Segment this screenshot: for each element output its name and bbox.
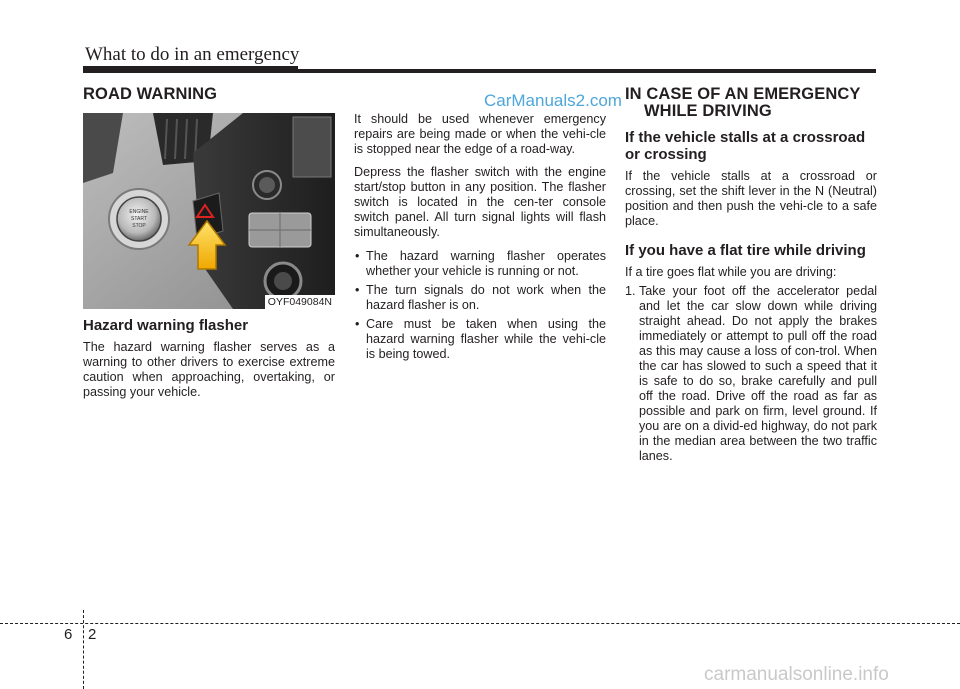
- step-item: [625, 284, 877, 464]
- flat-tire-intro: If a tire goes flat while you are driving:: [625, 265, 837, 279]
- footer-watermark[interactable]: carmanualsonline.info: [704, 664, 889, 685]
- hazard-switch-photo: [83, 113, 335, 309]
- subheading-stalls: If the vehicle stalls at a crossroad or crossing: [625, 129, 866, 163]
- start-button-line-1: ENGINE: [129, 209, 149, 215]
- start-button-line-3: STOP: [132, 223, 146, 229]
- column-road-warning: [83, 86, 335, 400]
- footer-vline: [83, 610, 84, 689]
- site-watermark[interactable]: CarManuals2.com: [484, 91, 622, 110]
- photo-code: OYF049084N: [265, 295, 335, 309]
- header-title: What to do in an emergency: [85, 44, 300, 65]
- page-number: 2: [88, 626, 97, 643]
- section-heading-line-1: IN CASE OF AN EMERGENCY: [625, 85, 861, 103]
- switch-paragraph: Depress the flasher switch with the engine start/stop button in any position. The flasher switch is located in the cen-ter console switch panel. All turn signal lights will flash simultaneously.: [354, 165, 606, 239]
- step-text: Take your foot off the accelerator pedal and let the car slow down while driving straight ahead. Do not apply the brakes immediately or attempt to pull off the road as this may cause a loss of con-trol. When the car has slowed to such a speed that it is safe to do so, brake carefully and pull off the road. Drive off the road as far as possible and park on firm, level ground. If you are on a divid-ed highway, do not park in the median area between the two traffic lanes.: [639, 284, 877, 463]
- subheading-hazard-flasher: Hazard warning flasher: [83, 317, 249, 334]
- section-heading-road-warning: ROAD WARNING: [83, 85, 218, 103]
- footer-rule: [0, 623, 960, 624]
- stalls-paragraph: If the vehicle stalls at a crossroad or crossing, set the shift lever in the N (Neutral) position and then push the vehi-cle to a safe place.: [625, 169, 877, 228]
- hazard-flasher-paragraph: The hazard warning flasher serves as a warning to other drivers to exercise extreme caution when approaching, overtaking, or passing your vehicle.: [83, 340, 335, 399]
- list-item: • Care must be taken when using the hazard warning flasher while the vehi-cle is being towed.: [354, 317, 606, 362]
- header-rule: [83, 69, 876, 73]
- page-chapter-number: 6: [64, 626, 73, 643]
- subheading-flat-tire: If you have a flat tire while driving: [625, 242, 866, 259]
- list-item: • The turn signals do not work when the hazard flasher is on.: [354, 283, 606, 313]
- column-emergency-driving: [625, 86, 877, 464]
- section-heading-line-2: WHILE DRIVING: [644, 102, 772, 120]
- list-item: • The hazard warning flasher operates whether your vehicle is running or not.: [354, 249, 606, 279]
- dashboard-illustration: [83, 113, 335, 309]
- flasher-notes-list: [354, 249, 606, 362]
- usage-paragraph: It should be used whenever emergency repairs are being made or when the vehi-cle is stopped near the edge of a road-way.: [354, 112, 606, 156]
- start-button-line-2: START: [131, 216, 147, 222]
- step-number: 1.: [625, 284, 636, 298]
- column-flasher-usage: [354, 112, 606, 366]
